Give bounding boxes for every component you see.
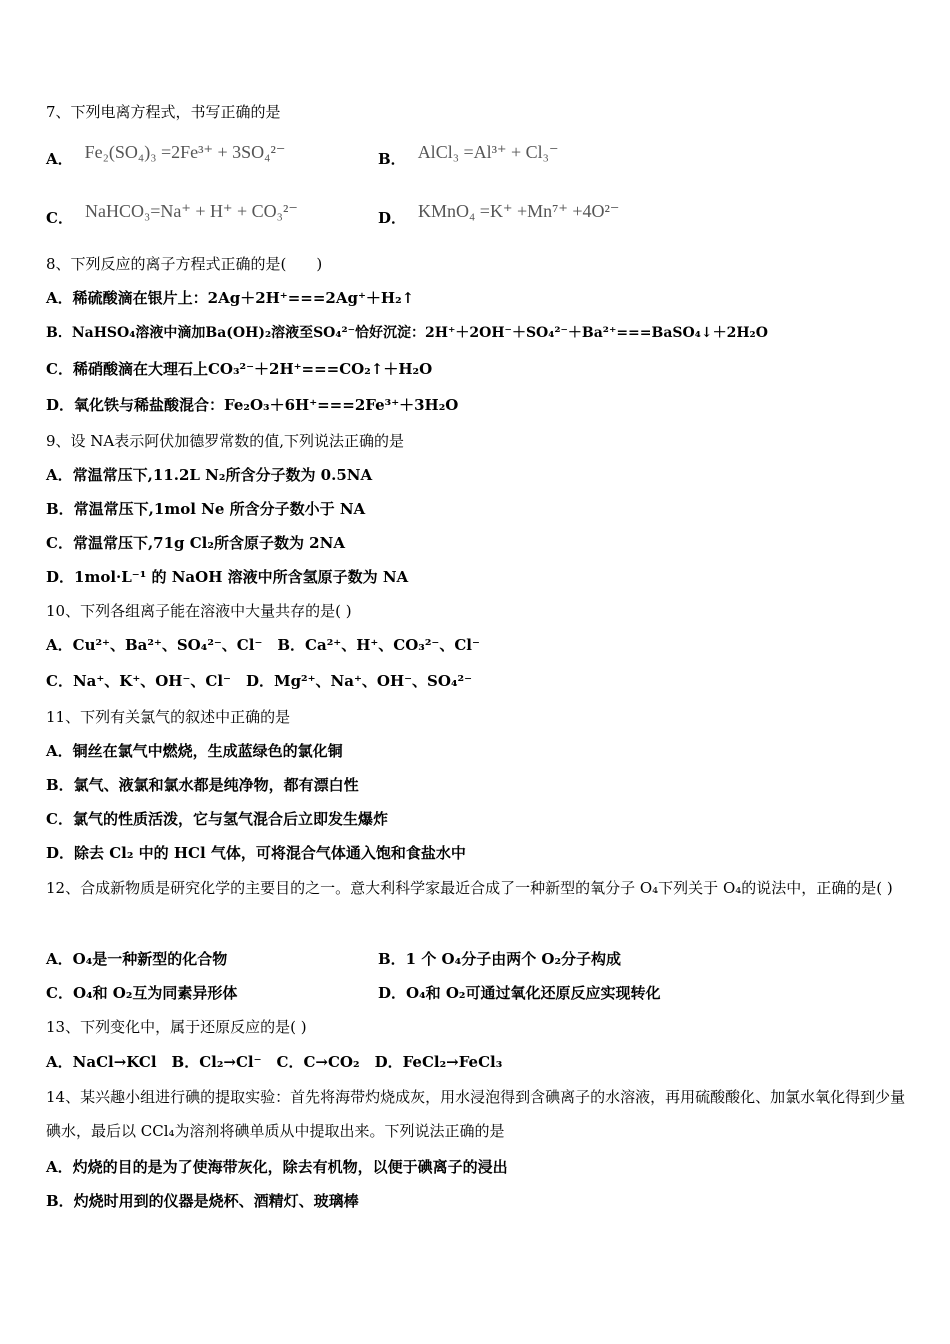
q11-stem: 11、下列有关氯气的叙述中正确的是 (46, 708, 291, 726)
q14-option-a: A．灼烧的目的是为了使海带灰化，除去有机物，以便于碘离子的浸出 (46, 1158, 508, 1176)
q13-options: A．NaCl→KCl B．Cl₂→Cl⁻ C．C→CO₂ D．FeCl₂→FeCl₃ (46, 1053, 503, 1071)
q9-option-d: D．1mol·L⁻¹ 的 NaOH 溶液中所含氢原子数为 NA (46, 568, 409, 586)
q10-options-cd: C．Na⁺、K⁺、OH⁻、Cl⁻ D．Mg²⁺、Na⁺、OH⁻、SO₄²⁻ (46, 672, 472, 690)
q10-stem: 10、下列各组离子能在溶液中大量共存的是( ) (46, 602, 352, 620)
q11-option-d: D．除去 Cl₂ 中的 HCl 气体，可将混合气体通入饱和食盐水中 (46, 844, 466, 862)
q7-option-a (46, 142, 286, 169)
option-label: D． (378, 209, 407, 227)
q13-stem: 13、下列变化中，属于还原反应的是( ) (46, 1018, 307, 1036)
q9-option-a: A．常温常压下,11.2L N₂所含分子数为 0.5NA (46, 466, 373, 484)
q8-option-c: C．稀硝酸滴在大理石上CO₃²⁻＋2H⁺===CO₂↑＋H₂O (46, 360, 433, 378)
q12-option-a: A．O₄是一种新型的化合物 (46, 950, 228, 968)
q9-option-b: B．常温常压下,1mol Ne 所含分子数小于 NA (46, 500, 366, 518)
formula: AlCl₃ =Al³⁺ + Cl₃⁻ (417, 142, 559, 162)
formula: KMnO₄ =K⁺ +Mn⁷⁺ +4O²⁻ (418, 201, 620, 221)
q11-option-c: C．氯气的性质活泼，它与氢气混合后立即发生爆炸 (46, 810, 388, 828)
q8-option-a: A．稀硫酸滴在银片上：2Ag＋2H⁺===2Ag⁺＋H₂↑ (46, 289, 415, 307)
q8-option-d: D．氧化铁与稀盐酸混合：Fe₂O₃＋6H⁺===2Fe³⁺＋3H₂O (46, 396, 459, 414)
q14-stem: 14、某兴趣小组进行碘的提取实验：首先将海带灼烧成灰，用水浸泡得到含碘离子的水溶液，再用硫酸酸化、加氯水氧化得到少量碘水，最后以 CCl₄为溶剂将碘单质从中提取出来。下列说法正确的是 (46, 1088, 906, 1140)
q12-option-c: C．O₄和 O₂互为同素异形体 (46, 984, 238, 1002)
formula: Fe₂(SO₄)₃ =2Fe³⁺ + 3SO₄²⁻ (84, 142, 286, 162)
q9-option-c: C．常温常压下,71g Cl₂所含原子数为 2NA (46, 534, 345, 552)
q10-options-ab: A．Cu²⁺、Ba²⁺、SO₄²⁻、Cl⁻ B．Ca²⁺、H⁺、CO₃²⁻、Cl⁻ (46, 636, 480, 654)
q12-stem: 12、合成新物质是研究化学的主要目的之一。意大利科学家最近合成了一种新型的氧分子 O₄下列关于 O₄的说法中，正确的是( ) (46, 879, 893, 897)
option-label: B． (378, 150, 406, 168)
q11-option-a: A．铜丝在氯气中燃烧，生成蓝绿色的氯化铜 (46, 742, 343, 760)
q9-stem: 9、设 NA表示阿伏加德罗常数的值,下列说法正确的是 (46, 432, 405, 450)
option-label: C． (46, 209, 73, 227)
option-label: A． (46, 150, 73, 168)
q7-option-b (378, 142, 559, 169)
q11-option-b: B．氯气、液氯和氯水都是纯净物，都有漂白性 (46, 776, 359, 794)
q7-option-c (46, 201, 298, 228)
q7-option-d (378, 201, 620, 228)
q14-option-b: B．灼烧时用到的仪器是烧杯、酒精灯、玻璃棒 (46, 1192, 359, 1210)
q7-stem: 7、下列电离方程式，书写正确的是 (46, 103, 281, 121)
q12-option-b: B．1 个 O₄分子由两个 O₂分子构成 (378, 950, 622, 968)
q12-option-d: D．O₄和 O₂可通过氧化还原反应实现转化 (378, 984, 661, 1002)
q8-stem: 8、下列反应的离子方程式正确的是( ) (46, 255, 323, 273)
q8-option-b: B．NaHSO₄溶液中滴加Ba(OH)₂溶液至SO₄²⁻恰好沉淀：2H⁺＋2OH⁻＋SO₄²⁻＋Ba²⁺===BaSO₄↓＋2H₂O (46, 325, 768, 341)
formula: NaHCO₃=Na⁺ + H⁺ + CO₃²⁻ (84, 201, 298, 221)
